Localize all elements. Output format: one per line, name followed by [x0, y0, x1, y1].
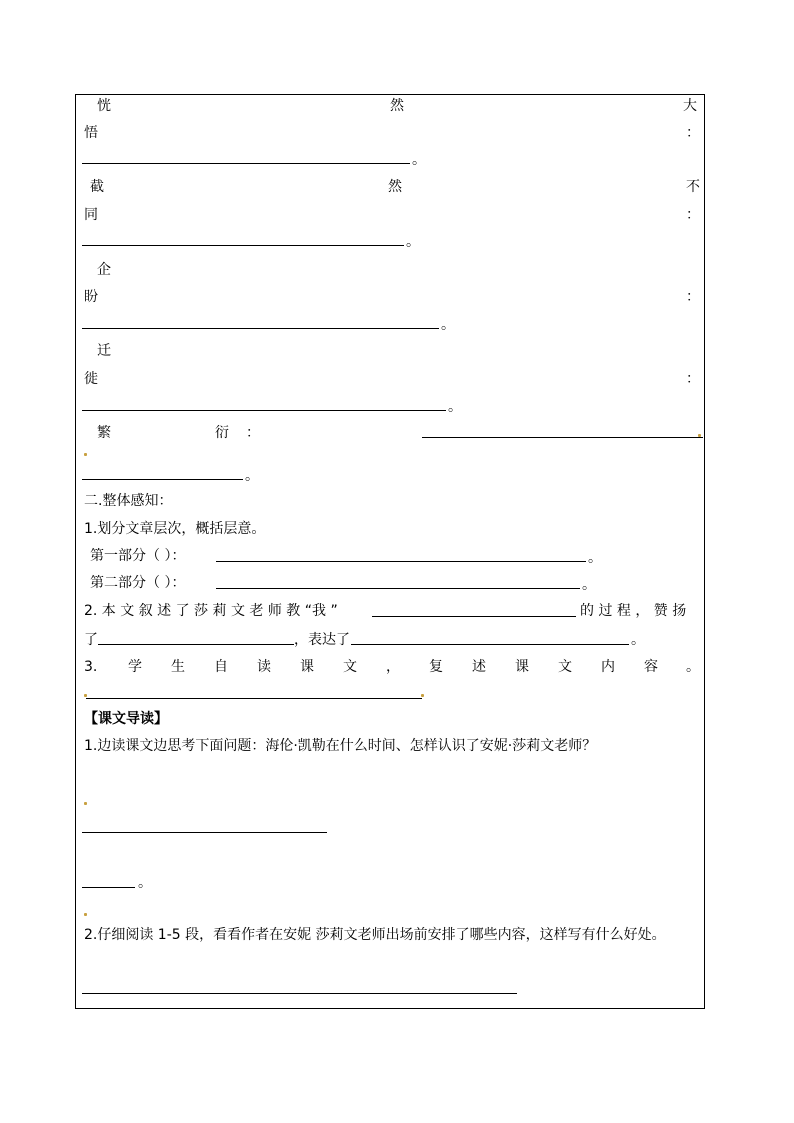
vocab-3-colon: ： [686, 289, 700, 305]
vocab-1-char-4: 悟 [84, 125, 98, 141]
guide-q1-answer-line-2[interactable] [82, 887, 135, 888]
vocab-4-colon: ： [686, 371, 700, 387]
part-1-label: 第一部分（ ）： [90, 548, 186, 564]
q3-char: 复 [429, 659, 443, 675]
part-2-answer-line[interactable] [216, 588, 580, 589]
part-1-period: 。 [588, 550, 602, 566]
vocab-2-char-4: 同 [84, 207, 98, 223]
vocab-4-period: 。 [448, 399, 462, 415]
q3-char: 自 [214, 659, 228, 675]
q2-answer-line-1[interactable] [372, 616, 576, 617]
paragraph-mark [84, 802, 87, 805]
vocab-5-answer-line-1[interactable] [422, 437, 703, 438]
q3-char: 容 [644, 659, 658, 675]
q3-char: 内 [601, 659, 615, 675]
vocab-4-answer-line[interactable] [82, 410, 446, 411]
q3-answer-line[interactable] [86, 698, 422, 699]
vocab-2-char-1: 截 [90, 179, 104, 195]
q3-char: 课 [300, 659, 314, 675]
vocab-4-char-2: 徙 [84, 371, 98, 387]
vocab-3-char-2: 盼 [84, 289, 98, 305]
guide-q2: 2.仔细阅读 1-5 段，看看作者在安妮 莎莉文老师出场前安排了哪些内容，这样写有什么好处。 [84, 927, 666, 943]
paragraph-mark [421, 694, 424, 697]
guide-q1-answer-line-1[interactable] [82, 832, 327, 833]
guide-heading: 【课文导读】 [84, 711, 168, 727]
part-1-answer-line[interactable] [216, 561, 586, 562]
vocab-5-period: 。 [245, 468, 259, 484]
guide-q1: 1.边读课文边思考下面问题：海伦·凯勒在什么时间、怎样认识了安妮·莎莉文老师？ [84, 738, 597, 754]
vocab-1-answer-line[interactable] [82, 163, 410, 164]
paragraph-mark [84, 453, 87, 456]
vocab-1-period: 。 [412, 152, 426, 168]
q2-answer-line-3[interactable] [351, 644, 629, 645]
worksheet-frame [75, 94, 705, 1009]
guide-q1-period: 。 [138, 875, 152, 891]
q3-char: 3. [84, 659, 98, 675]
vocab-3-answer-line[interactable] [82, 328, 439, 329]
q3-char: ， [386, 659, 400, 675]
section-2-q2-middle: 的 过 程 ， 赞 扬 [580, 603, 687, 619]
section-2-q2-express: ，表达了 [294, 632, 350, 648]
q3-char: 生 [171, 659, 185, 675]
q3-char: 。 [686, 659, 700, 675]
vocab-2-period: 。 [406, 234, 420, 250]
vocab-2-answer-line[interactable] [82, 245, 404, 246]
section-2-heading: 二.整体感知： [84, 493, 173, 509]
vocab-1-colon: ： [686, 125, 700, 141]
q3-char: 文 [343, 659, 357, 675]
vocab-1-char-2: 然 [390, 98, 404, 114]
part-2-label: 第二部分（ ）： [90, 575, 186, 591]
paragraph-mark [84, 694, 87, 697]
paragraph-mark [84, 913, 87, 916]
vocab-1-char-1: 恍 [97, 98, 111, 114]
vocab-3-period: 。 [441, 317, 455, 333]
q3-char: 课 [515, 659, 529, 675]
vocab-5-char-1: 繁 [97, 425, 111, 441]
vocab-1-char-3: 大 [683, 98, 697, 114]
vocab-5-colon: ： [246, 425, 260, 441]
section-2-q1: 1.划分文章层次，概括层意。 [84, 521, 266, 537]
vocab-2-char-2: 然 [388, 179, 402, 195]
section-2-q2-continued: 了 [84, 632, 98, 648]
q2-answer-line-2[interactable] [98, 644, 294, 645]
vocab-5-answer-line-2[interactable] [82, 479, 243, 480]
part-2-period: 。 [582, 577, 596, 593]
vocab-2-colon: ： [686, 207, 700, 223]
q3-char: 读 [257, 659, 271, 675]
q2-period: 。 [631, 632, 645, 648]
vocab-5-char-2: 衍 [215, 425, 229, 441]
paragraph-mark [698, 434, 701, 437]
guide-q2-answer-line[interactable] [82, 993, 517, 994]
vocab-3-char-1: 企 [97, 262, 111, 278]
q3-char: 述 [472, 659, 486, 675]
vocab-2-char-3: 不 [686, 179, 700, 195]
q3-char: 文 [558, 659, 572, 675]
q3-char: 学 [128, 659, 142, 675]
section-2-q2-start: 2. 本 文 叙 述 了 莎 莉 文 老 师 教 “我 ” [84, 603, 338, 619]
vocab-4-char-1: 迁 [97, 343, 111, 359]
